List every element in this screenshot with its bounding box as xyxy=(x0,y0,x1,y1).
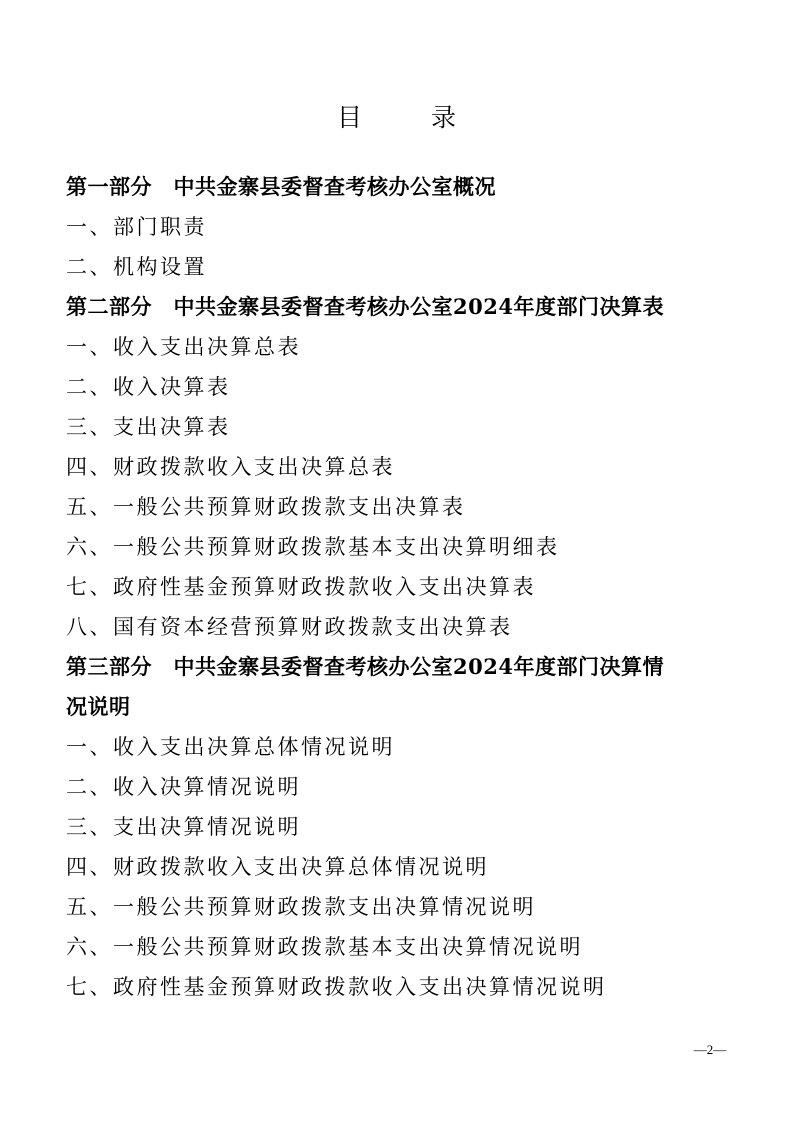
toc-item: 五、一般公共预算财政拨款支出决算表 xyxy=(66,495,466,519)
toc-heading-part-2: 第二部分 中共金寨县委督查考核办公室2024年度部门决算表 xyxy=(66,294,664,319)
toc-item: 七、政府性基金预算财政拨款收入支出决算情况说明 xyxy=(66,975,607,999)
toc-item: 一、收入支出决算总体情况说明 xyxy=(66,735,395,759)
toc-item: 四、财政拨款收入支出决算总体情况说明 xyxy=(66,855,489,879)
toc-heading-part-1: 第一部分 中共金寨县委督查考核办公室概况 xyxy=(66,174,496,199)
toc-item: 四、财政拨款收入支出决算总表 xyxy=(66,455,395,479)
toc-item: 二、收入决算情况说明 xyxy=(66,775,301,799)
toc-item: 一、部门职责 xyxy=(66,215,207,239)
toc-item: 三、支出决算情况说明 xyxy=(66,815,301,839)
page-number: —2— xyxy=(693,1042,727,1057)
toc-item: 六、一般公共预算财政拨款基本支出决算明细表 xyxy=(66,535,560,559)
toc-item: 二、收入决算表 xyxy=(66,375,231,399)
table-of-contents xyxy=(66,167,746,1007)
toc-item: 八、国有资本经营预算财政拨款支出决算表 xyxy=(66,615,513,639)
toc-item: 七、政府性基金预算财政拨款收入支出决算表 xyxy=(66,575,536,599)
page-title: 目 录 xyxy=(336,103,478,132)
toc-item: 三、支出决算表 xyxy=(66,415,231,439)
toc-item: 二、机构设置 xyxy=(66,255,207,279)
toc-item: 一、收入支出决算总表 xyxy=(66,335,301,359)
toc-item: 六、一般公共预算财政拨款基本支出决算情况说明 xyxy=(66,935,583,959)
toc-item: 五、一般公共预算财政拨款支出决算情况说明 xyxy=(66,895,536,919)
toc-heading-part-3: 第三部分 中共金寨县委督查考核办公室2024年度部门决算情 xyxy=(66,654,664,679)
toc-heading-part-3-continued: 况说明 xyxy=(66,694,131,719)
